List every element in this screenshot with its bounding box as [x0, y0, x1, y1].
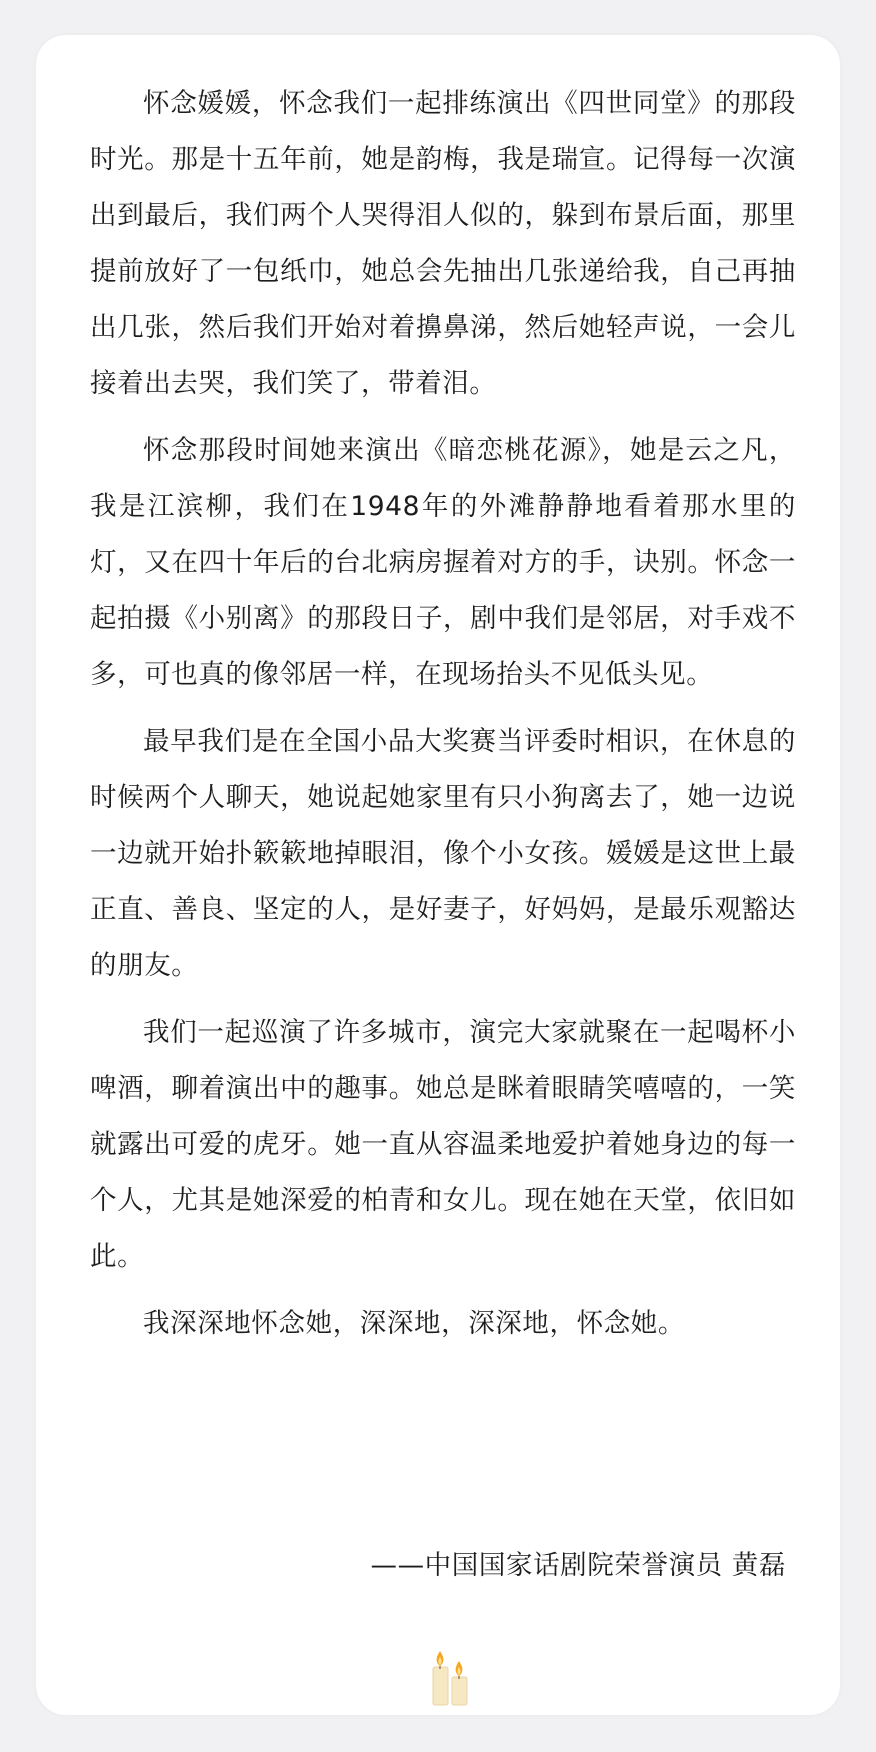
paragraph-3: 最早我们是在全国小品大奖赛当评委时相识，在休息的时候两个人聊天，她说起她家里有只小狗离去了，她一边说一边就开始扑簌簌地掉眼泪，像个小女孩。媛媛是这世上最正直、善良、坚定的人，是好妻子，好妈妈，是最乐观豁达的朋友。 — [90, 726, 796, 981]
paragraph-2: 怀念那段时间她来演出《暗恋桃花源》，她是云之凡，我是江滨柳，我们在1948年的外滩静静地看着那水里的灯，又在四十年后的台北病房握着对方的手，诀别。怀念一起拍摄《小别离》的那段日子，剧中我们是邻居，对手戏不多，可也真的像邻居一样，在现场抬头不见低头见。 — [90, 435, 796, 690]
article-card — [36, 35, 840, 1715]
candles-icon — [426, 1647, 486, 1707]
paragraph-5: 我深深地怀念她，深深地，深深地，怀念她。 — [143, 1308, 685, 1339]
paragraph-1: 怀念媛媛，怀念我们一起排练演出《四世同堂》的那段时光。那是十五年前，她是韵梅，我是瑞宣。记得每一次演出到最后，我们两个人哭得泪人似的，躲到布景后面，那里提前放好了一包纸巾，她总会先抽出几张递给我，自己再抽出几张，然后我们开始对着擤鼻涕，然后她轻声说，一会儿接着出去哭，我们笑了，带着泪。 — [90, 88, 796, 399]
signature: ——中国国家话剧院荣誉演员 黄磊 — [370, 1550, 786, 1581]
article-body — [90, 76, 796, 1363]
paragraph-4: 我们一起巡演了许多城市，演完大家就聚在一起喝杯小啤酒，聊着演出中的趣事。她总是眯着眼睛笑嘻嘻的，一笑就露出可爱的虎牙。她一直从容温柔地爱护着她身边的每一个人，尤其是她深爱的柏青和女儿。现在她在天堂，依旧如此。 — [90, 1017, 796, 1272]
